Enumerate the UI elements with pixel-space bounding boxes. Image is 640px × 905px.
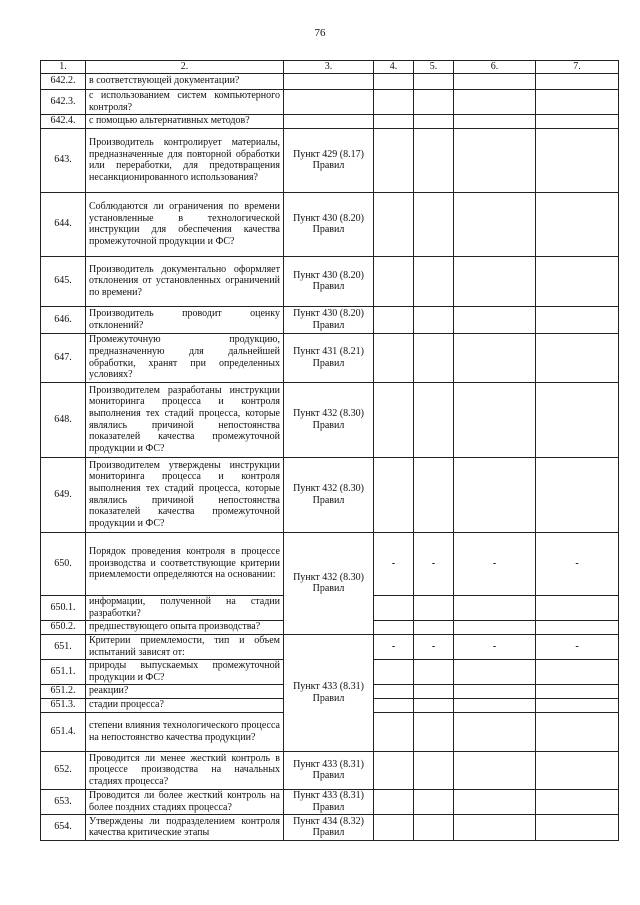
dash-mark: - <box>374 532 414 595</box>
row-question: Критерии приемлемости, тип и объем испытаний зависят от: <box>86 634 284 659</box>
row-number: 644. <box>41 192 86 256</box>
row-reference: Пункт 429 (8.17) Правил <box>284 128 374 192</box>
row-number: 651.4. <box>41 712 86 751</box>
row-number: 649. <box>41 457 86 532</box>
table-row <box>41 532 619 595</box>
row-question: с использованием систем компьютерного контроля? <box>86 89 284 114</box>
row-question: с помощью альтернативных методов? <box>86 114 284 128</box>
row-reference: Пункт 430 (8.20) Правил <box>284 306 374 333</box>
row-question: в соответствующей документации? <box>86 73 284 89</box>
row-question: Производитель контролирует материалы, предназначенные для повторной обработки или переработки, для предотвращения несанкционированного использования? <box>86 128 284 192</box>
table-row <box>41 814 619 840</box>
row-number: 646. <box>41 306 86 333</box>
table-header-row <box>41 61 619 74</box>
table-row <box>41 751 619 789</box>
row-number: 642.4. <box>41 114 86 128</box>
row-question: Проводится ли более жесткий контроль на более поздних стадиях процесса? <box>86 789 284 814</box>
table-row <box>41 634 619 659</box>
row-number: 652. <box>41 751 86 789</box>
table-row <box>41 789 619 814</box>
row-reference: Пункт 430 (8.20) Правил <box>284 192 374 256</box>
row-question: стадии процесса? <box>86 698 284 712</box>
row-number: 653. <box>41 789 86 814</box>
row-question: Промежуточную продукцию, предназначенную для дальнейшей обработки, хранят при определенных условиях? <box>86 333 284 382</box>
table-row <box>41 128 619 192</box>
row-question: Производитель документально оформляет отклонения от установленных ограничений по времени? <box>86 256 284 306</box>
col-header-5: 5. <box>414 61 454 74</box>
row-reference: Пункт 433 (8.31) Правил <box>284 751 374 789</box>
row-number: 648. <box>41 382 86 457</box>
row-reference: Пункт 432 (8.30) Правил <box>284 457 374 532</box>
row-number: 643. <box>41 128 86 192</box>
row-number: 645. <box>41 256 86 306</box>
row-question: Производителем утверждены инструкции мониторинга процесса и контроля выполнения тех стадий процесса, которые являлись причиной непостоянства показателей качества промежуточной продукции и ФС? <box>86 457 284 532</box>
col-header-1: 1. <box>41 61 86 74</box>
row-question: Проводится ли менее жесткий контроль в процессе производства на начальных стадиях процесса? <box>86 751 284 789</box>
row-reference: Пункт 431 (8.21) Правил <box>284 333 374 382</box>
row-number: 651.3. <box>41 698 86 712</box>
table-row <box>41 457 619 532</box>
page-number: 76 <box>314 27 326 39</box>
row-number: 654. <box>41 814 86 840</box>
checklist-table <box>40 60 619 841</box>
col-header-4: 4. <box>374 61 414 74</box>
row-number: 651. <box>41 634 86 659</box>
row-question: Соблюдаются ли ограничения по времени установленные в технологической инструкции для обеспечения качества промежуточной продукции и ФС? <box>86 192 284 256</box>
table-row <box>41 73 619 89</box>
row-reference-merged: Пункт 432 (8.30) Правил <box>284 532 374 634</box>
row-number: 650.1. <box>41 595 86 620</box>
table-row <box>41 382 619 457</box>
dash-mark: - <box>536 634 619 659</box>
table-row <box>41 114 619 128</box>
row-reference: Пункт 434 (8.32) Правил <box>284 814 374 840</box>
dash-mark: - <box>374 634 414 659</box>
row-reference: Пункт 433 (8.31) Правил <box>284 789 374 814</box>
row-number: 647. <box>41 333 86 382</box>
row-number: 650.2. <box>41 620 86 634</box>
row-reference: Пункт 430 (8.20) Правил <box>284 256 374 306</box>
dash-mark: - <box>454 634 536 659</box>
row-question: природы выпускаемых промежуточной продукции и ФС? <box>86 659 284 684</box>
col-header-6: 6. <box>454 61 536 74</box>
row-question: Утверждены ли подразделением контроля качества критические этапы <box>86 814 284 840</box>
col-header-2: 2. <box>86 61 284 74</box>
col-header-7: 7. <box>536 61 619 74</box>
row-question: степени влияния технологического процесса на непостоянство качества продукции? <box>86 712 284 751</box>
row-number: 642.2. <box>41 73 86 89</box>
dash-mark: - <box>414 532 454 595</box>
table-row <box>41 333 619 382</box>
row-number: 651.2. <box>41 684 86 698</box>
dash-mark: - <box>414 634 454 659</box>
dash-mark: - <box>536 532 619 595</box>
row-question: предшествующего опыта производства? <box>86 620 284 634</box>
row-number: 651.1. <box>41 659 86 684</box>
row-reference: Пункт 432 (8.30) Правил <box>284 382 374 457</box>
row-question: информации, полученной на стадии разработки? <box>86 595 284 620</box>
table-row <box>41 306 619 333</box>
row-question: Производителем разработаны инструкции мониторинга процесса и контроля выполнения тех стадий процесса, которые являлись причиной непостоянства показателей качества промежуточной продукции и ФС? <box>86 382 284 457</box>
row-reference-merged: Пункт 433 (8.31) Правил <box>284 634 374 751</box>
col-header-3: 3. <box>284 61 374 74</box>
row-question: Порядок проведения контроля в процессе производства и соответствующие критерии приемлемости определяются на основании: <box>86 532 284 595</box>
table-row <box>41 89 619 114</box>
row-number: 650. <box>41 532 86 595</box>
row-question: реакции? <box>86 684 284 698</box>
table-row <box>41 256 619 306</box>
row-number: 642.3. <box>41 89 86 114</box>
row-question: Производитель проводит оценку отклонений? <box>86 306 284 333</box>
table-row <box>41 192 619 256</box>
dash-mark: - <box>454 532 536 595</box>
